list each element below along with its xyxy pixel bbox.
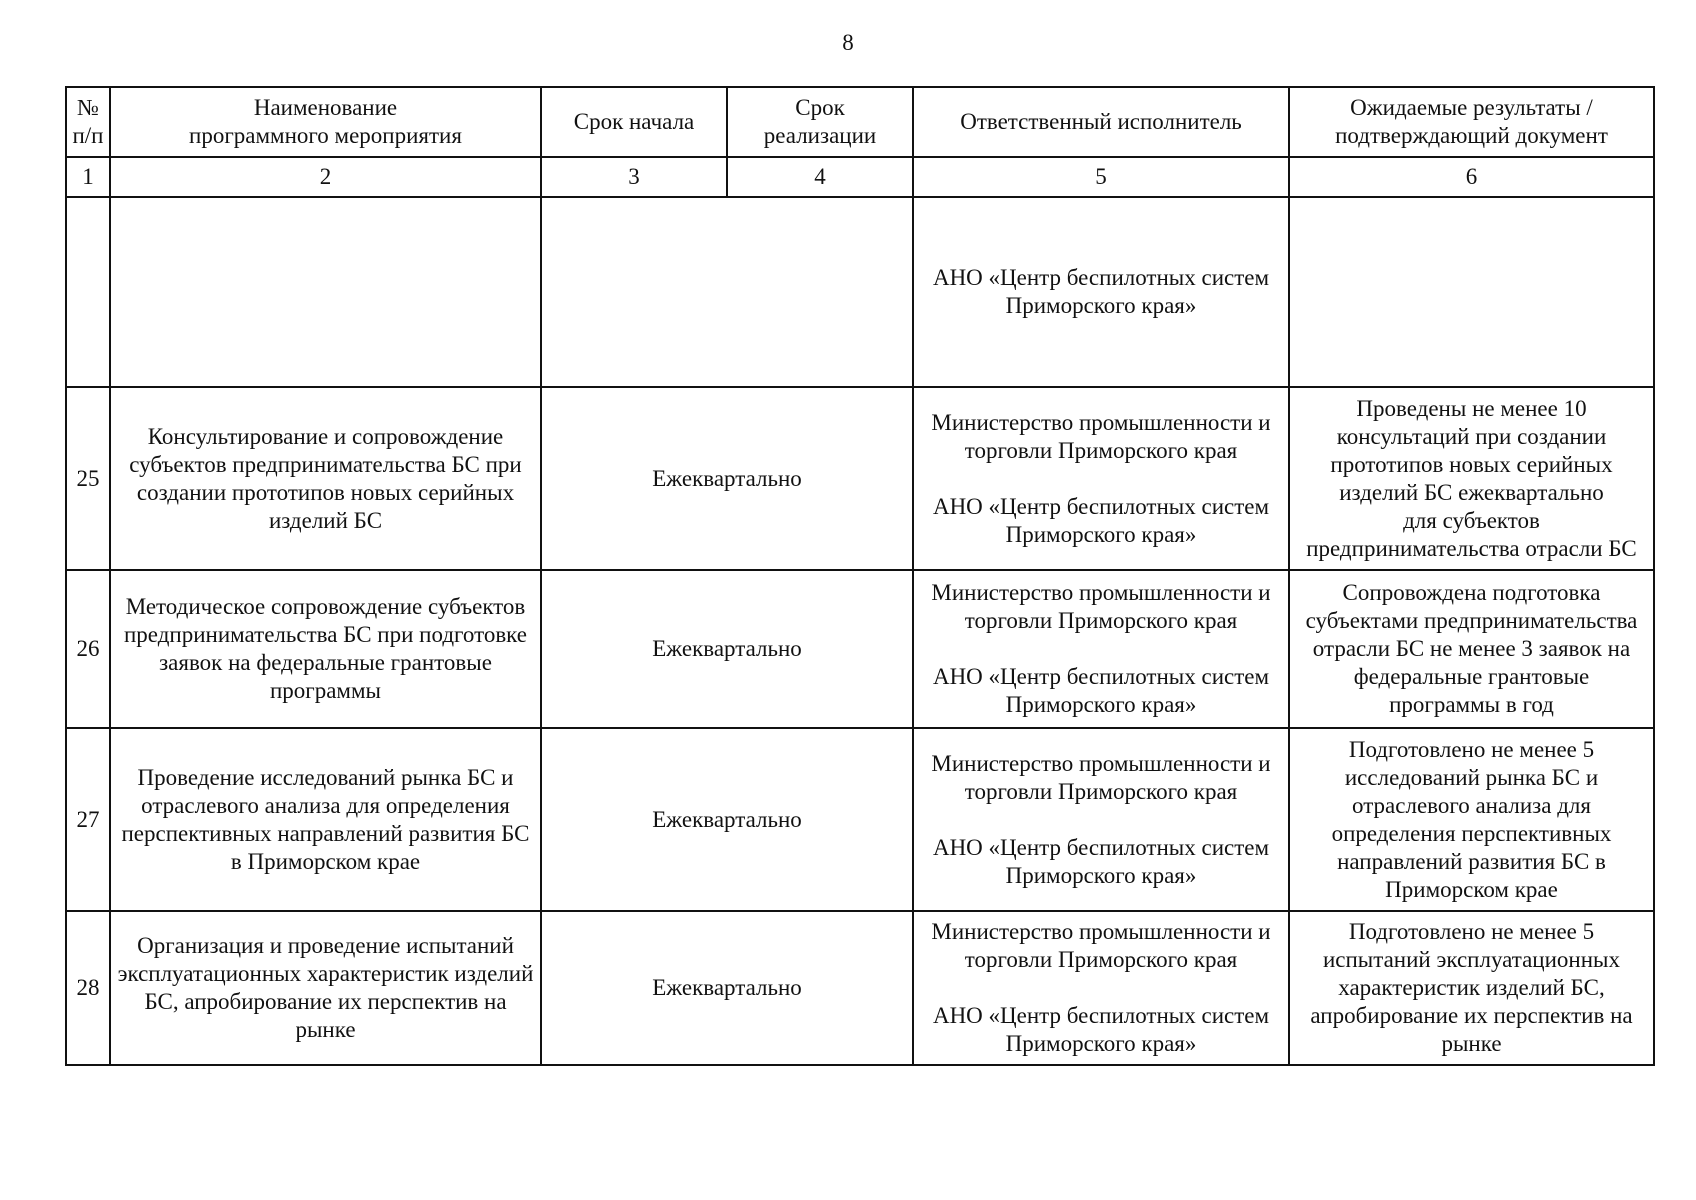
expected-result bbox=[1289, 728, 1654, 911]
column-number-2: 2 bbox=[110, 157, 541, 197]
header-activity-name-text: Наименование программного мероприятия bbox=[189, 95, 462, 148]
expected-result-text: Проведены не менее 10 консультаций при создании прототипов новых серийных изделий БС ежеквартально для субъектов предпринимательства отрасли БС bbox=[1306, 395, 1637, 561]
expected-result-text: Подготовлено не менее 5 испытаний эксплуатационных характеристик изделий БС, апробирование их перспектив на рынке bbox=[1310, 919, 1633, 1056]
executor-spacer bbox=[918, 806, 1284, 834]
expected-result bbox=[1289, 911, 1654, 1065]
program-activities-table bbox=[65, 86, 1655, 1066]
header-results-text: Ожидаемые результаты / подтверждающий документ bbox=[1335, 95, 1608, 148]
continuation-executor-cell bbox=[913, 197, 1289, 387]
implementation-term: Ежеквартально bbox=[541, 570, 913, 728]
table-row bbox=[66, 570, 1654, 728]
executor-spacer bbox=[918, 635, 1284, 663]
row-number: 27 bbox=[66, 728, 110, 911]
executor-spacer bbox=[918, 974, 1284, 1002]
continuation-executor-text: АНО «Центр беспилотных систем Приморского края» bbox=[932, 265, 1270, 318]
header-start-date bbox=[541, 87, 727, 157]
column-number-4: 4 bbox=[727, 157, 913, 197]
row-number: 26 bbox=[66, 570, 110, 728]
table-row bbox=[66, 911, 1654, 1065]
executor-cell bbox=[913, 728, 1289, 911]
expected-result-text: Сопровождена подготовка субъектами предпринимательства отрасли БС не менее 3 заявок на федеральные грантовые программы в год bbox=[1305, 580, 1638, 717]
activity-name: Консультирование и сопровождение субъектов предпринимательства БС при создании прототипов новых серийных изделий БС bbox=[110, 387, 541, 570]
column-number-6: 6 bbox=[1289, 157, 1654, 197]
continuation-results-cell bbox=[1289, 197, 1654, 387]
executor-ano: АНО «Центр беспилотных систем Приморского края» bbox=[932, 1003, 1270, 1056]
executor-cell bbox=[913, 570, 1289, 728]
continuation-name-cell bbox=[110, 197, 541, 387]
activity-name: Методическое сопровождение субъектов предпринимательства БС при подготовке заявок на федеральные грантовые программы bbox=[110, 570, 541, 728]
column-number-3: 3 bbox=[541, 157, 727, 197]
implementation-term: Ежеквартально bbox=[541, 728, 913, 911]
column-number-1: 1 bbox=[66, 157, 110, 197]
header-number bbox=[66, 87, 110, 157]
executor-cell bbox=[913, 911, 1289, 1065]
implementation-term: Ежеквартально bbox=[541, 911, 913, 1065]
column-number-row bbox=[66, 157, 1654, 197]
executor-ministry: Министерство промышленности и торговли Приморского края bbox=[931, 750, 1271, 804]
row-number: 25 bbox=[66, 387, 110, 570]
executor-ano: АНО «Центр беспилотных систем Приморского края» bbox=[932, 834, 1270, 888]
row-number: 28 bbox=[66, 911, 110, 1065]
continuation-term-cell bbox=[541, 197, 913, 387]
header-number-text: № п/п bbox=[72, 95, 104, 148]
table-header-row bbox=[66, 87, 1654, 157]
header-term bbox=[727, 87, 913, 157]
expected-result bbox=[1289, 570, 1654, 728]
activity-name: Организация и проведение испытаний эксплуатационных характеристик изделий БС, апробирование их перспектив на рынке bbox=[110, 911, 541, 1065]
continuation-row bbox=[66, 197, 1654, 387]
header-term-text: Срок реализации bbox=[763, 95, 877, 148]
header-executor-text: Ответственный исполнитель bbox=[960, 109, 1242, 134]
header-results bbox=[1289, 87, 1654, 157]
header-start-date-text: Срок начала bbox=[573, 109, 695, 134]
implementation-term: Ежеквартально bbox=[541, 387, 913, 570]
page-number: 8 bbox=[842, 30, 854, 55]
executor-ministry: Министерство промышленности и торговли Приморского края bbox=[931, 580, 1271, 633]
table-row bbox=[66, 387, 1654, 570]
executor-spacer bbox=[918, 465, 1284, 493]
expected-result bbox=[1289, 387, 1654, 570]
executor-cell bbox=[913, 387, 1289, 570]
expected-result-text: Подготовлено не менее 5 исследований рынка БС и отраслевого анализа для определения перспективных направлений развития БС в Приморском крае bbox=[1331, 736, 1612, 902]
executor-ano: АНО «Центр беспилотных систем Приморского края» bbox=[932, 664, 1270, 717]
table-row bbox=[66, 728, 1654, 911]
column-number-5: 5 bbox=[913, 157, 1289, 197]
header-executor bbox=[913, 87, 1289, 157]
executor-ministry: Министерство промышленности и торговли Приморского края bbox=[931, 919, 1271, 972]
executor-ministry: Министерство промышленности и торговли Приморского края bbox=[931, 409, 1271, 463]
header-activity-name bbox=[110, 87, 541, 157]
executor-ano: АНО «Центр беспилотных систем Приморского края» bbox=[932, 493, 1270, 547]
continuation-number-cell bbox=[66, 197, 110, 387]
activity-name: Проведение исследований рынка БС и отраслевого анализа для определения перспективных направлений развития БС в Приморском крае bbox=[110, 728, 541, 911]
